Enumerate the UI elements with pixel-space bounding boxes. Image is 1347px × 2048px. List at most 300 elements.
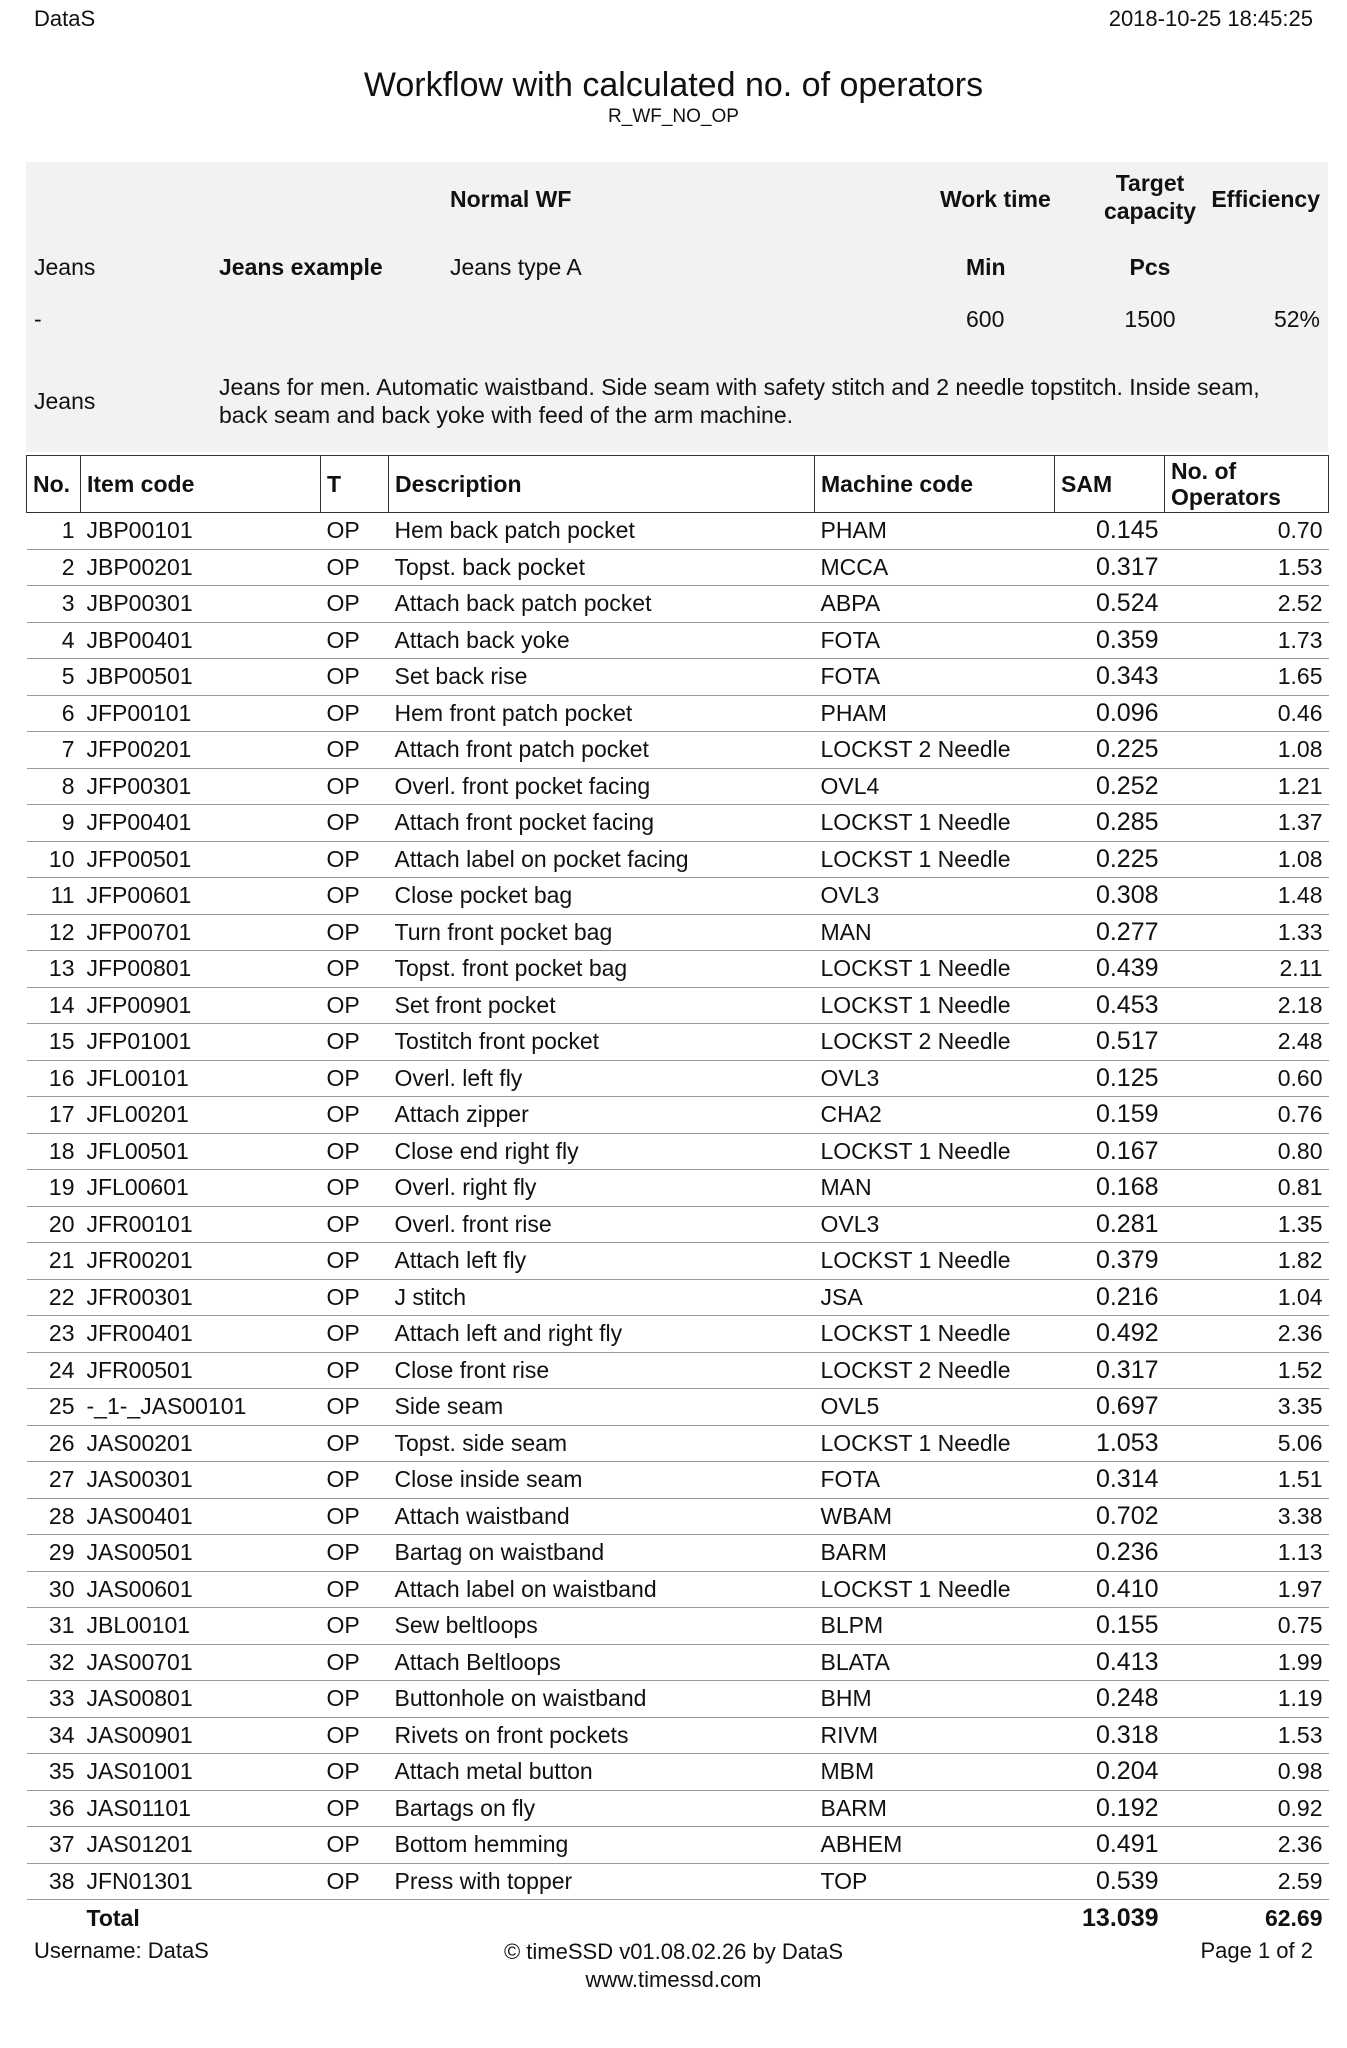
- row-item-code: JFN01301: [81, 1863, 321, 1900]
- row-type: OP: [321, 1243, 389, 1280]
- row-description: Bartag on waistband: [389, 1535, 815, 1572]
- product-group: Jeans: [34, 254, 96, 280]
- table-row: [27, 549, 1329, 586]
- row-type: OP: [321, 1754, 389, 1791]
- row-machine-code: TOP: [815, 1863, 1055, 1900]
- row-operators: 2.52: [1165, 586, 1329, 623]
- row-operators: 2.36: [1165, 1316, 1329, 1353]
- row-sam: 0.192: [1055, 1790, 1165, 1827]
- row-no: 32: [27, 1644, 81, 1681]
- row-item-code: JFP00301: [81, 768, 321, 805]
- workflow-name: Jeans example: [219, 254, 383, 280]
- row-machine-code: LOCKST 1 Needle: [815, 1243, 1055, 1280]
- row-operators: 1.99: [1165, 1644, 1329, 1681]
- row-operators: 2.11: [1165, 951, 1329, 988]
- row-sam: 0.252: [1055, 768, 1165, 805]
- table-row: [27, 1060, 1329, 1097]
- row-no: 19: [27, 1170, 81, 1207]
- row-description: Topst. side seam: [389, 1425, 815, 1462]
- row-machine-code: JSA: [815, 1279, 1055, 1316]
- row-description: Attach Beltloops: [389, 1644, 815, 1681]
- table-row: [27, 1133, 1329, 1170]
- row-operators: 5.06: [1165, 1425, 1329, 1462]
- row-sam: 1.053: [1055, 1425, 1165, 1462]
- row-no: 22: [27, 1279, 81, 1316]
- row-sam: 0.317: [1055, 549, 1165, 586]
- row-no: 13: [27, 951, 81, 988]
- row-operators: 0.92: [1165, 1790, 1329, 1827]
- row-machine-code: OVL5: [815, 1389, 1055, 1426]
- row-machine-code: OVL3: [815, 1060, 1055, 1097]
- row-operators: 1.53: [1165, 1717, 1329, 1754]
- row-sam: 0.155: [1055, 1608, 1165, 1645]
- report-top-bar: [34, 6, 1313, 34]
- target-unit: Pcs: [1129, 254, 1171, 280]
- row-no: 4: [27, 622, 81, 659]
- row-operators: 2.36: [1165, 1827, 1329, 1864]
- row-operators: 0.80: [1165, 1133, 1329, 1170]
- row-type: OP: [321, 1133, 389, 1170]
- workflow-header: [26, 162, 1328, 452]
- row-type: OP: [321, 1279, 389, 1316]
- row-type: OP: [321, 1024, 389, 1061]
- total-empty-cell: [27, 1900, 81, 1937]
- col-machine-code: Machine code: [815, 456, 1055, 513]
- row-description: Bottom hemming: [389, 1827, 815, 1864]
- row-item-code: -_1-_JAS00101: [81, 1389, 321, 1426]
- row-machine-code: MAN: [815, 914, 1055, 951]
- row-operators: 1.35: [1165, 1206, 1329, 1243]
- row-description: Attach back yoke: [389, 622, 815, 659]
- row-item-code: JAS00701: [81, 1644, 321, 1681]
- table-row: [27, 695, 1329, 732]
- row-operators: 1.21: [1165, 768, 1329, 805]
- row-sam: 0.359: [1055, 622, 1165, 659]
- row-description: Attach waistband: [389, 1498, 815, 1535]
- row-no: 28: [27, 1498, 81, 1535]
- row-type: OP: [321, 1863, 389, 1900]
- row-machine-code: LOCKST 2 Needle: [815, 1352, 1055, 1389]
- row-item-code: JBP00101: [81, 513, 321, 550]
- row-no: 8: [27, 768, 81, 805]
- row-no: 27: [27, 1462, 81, 1499]
- row-sam: 0.697: [1055, 1389, 1165, 1426]
- row-description: Tostitch front pocket: [389, 1024, 815, 1061]
- row-operators: 1.19: [1165, 1681, 1329, 1718]
- row-description: Press with topper: [389, 1863, 815, 1900]
- row-type: OP: [321, 1790, 389, 1827]
- table-row: [27, 1827, 1329, 1864]
- table-row: [27, 586, 1329, 623]
- row-item-code: JAS00301: [81, 1462, 321, 1499]
- row-description: Attach label on pocket facing: [389, 841, 815, 878]
- row-machine-code: WBAM: [815, 1498, 1055, 1535]
- row-machine-code: BLPM: [815, 1608, 1055, 1645]
- row-no: 30: [27, 1571, 81, 1608]
- row-no: 34: [27, 1717, 81, 1754]
- row-no: 26: [27, 1425, 81, 1462]
- table-row: [27, 1644, 1329, 1681]
- row-sam: 0.439: [1055, 951, 1165, 988]
- row-operators: 1.53: [1165, 549, 1329, 586]
- row-description: Attach label on waistband: [389, 1571, 815, 1608]
- website: www.timessd.com: [585, 1967, 762, 1992]
- row-no: 9: [27, 805, 81, 842]
- row-type: OP: [321, 1571, 389, 1608]
- row-sam: 0.413: [1055, 1644, 1165, 1681]
- description-line1: Jeans for men. Automatic waistband. Side seam with safety stitch and 2 needle topstitch. Inside seam,: [219, 374, 1260, 400]
- table-row: [27, 732, 1329, 769]
- row-machine-code: MAN: [815, 1170, 1055, 1207]
- table-row: [27, 987, 1329, 1024]
- row-sam: 0.524: [1055, 586, 1165, 623]
- row-operators: 2.48: [1165, 1024, 1329, 1061]
- description-line2: back seam and back yoke with feed of the arm machine.: [219, 402, 794, 428]
- table-row: [27, 1571, 1329, 1608]
- row-item-code: JFP01001: [81, 1024, 321, 1061]
- row-machine-code: LOCKST 1 Needle: [815, 951, 1055, 988]
- row-no: 16: [27, 1060, 81, 1097]
- username: Username: DataS: [34, 1938, 209, 1963]
- row-no: 1: [27, 513, 81, 550]
- row-machine-code: BHM: [815, 1681, 1055, 1718]
- row-type: OP: [321, 1827, 389, 1864]
- row-item-code: JFL00501: [81, 1133, 321, 1170]
- row-item-code: JAS00501: [81, 1535, 321, 1572]
- company-name: DataS: [34, 6, 96, 31]
- row-item-code: JAS00901: [81, 1717, 321, 1754]
- row-type: OP: [321, 1316, 389, 1353]
- row-operators: 1.52: [1165, 1352, 1329, 1389]
- row-sam: 0.317: [1055, 1352, 1165, 1389]
- row-machine-code: LOCKST 2 Needle: [815, 1024, 1055, 1061]
- row-operators: 0.60: [1165, 1060, 1329, 1097]
- row-type: OP: [321, 1352, 389, 1389]
- table-row: [27, 1097, 1329, 1134]
- row-description: Attach zipper: [389, 1097, 815, 1134]
- row-sam: 0.167: [1055, 1133, 1165, 1170]
- row-description: Buttonhole on waistband: [389, 1681, 815, 1718]
- row-type: OP: [321, 1535, 389, 1572]
- row-machine-code: FOTA: [815, 659, 1055, 696]
- row-no: 35: [27, 1754, 81, 1791]
- row-type: OP: [321, 1097, 389, 1134]
- row-machine-code: PHAM: [815, 695, 1055, 732]
- row-sam: 0.225: [1055, 841, 1165, 878]
- row-sam: 0.236: [1055, 1535, 1165, 1572]
- row-operators: 2.59: [1165, 1863, 1329, 1900]
- row-no: 14: [27, 987, 81, 1024]
- table-row: [27, 1352, 1329, 1389]
- row-item-code: JFP00701: [81, 914, 321, 951]
- worktime-label: Work time: [940, 186, 1051, 212]
- row-sam: 0.702: [1055, 1498, 1165, 1535]
- table-row: [27, 914, 1329, 951]
- row-no: 21: [27, 1243, 81, 1280]
- table-row: [27, 1754, 1329, 1791]
- row-type: OP: [321, 805, 389, 842]
- row-no: 31: [27, 1608, 81, 1645]
- row-machine-code: BARM: [815, 1790, 1055, 1827]
- row-description: Hem back patch pocket: [389, 513, 815, 550]
- row-item-code: JAS00801: [81, 1681, 321, 1718]
- table-row: [27, 1681, 1329, 1718]
- row-description: Sew beltloops: [389, 1608, 815, 1645]
- row-sam: 0.379: [1055, 1243, 1165, 1280]
- row-description: Attach left fly: [389, 1243, 815, 1280]
- row-type: OP: [321, 841, 389, 878]
- row-item-code: JFR00501: [81, 1352, 321, 1389]
- row-sam: 0.225: [1055, 732, 1165, 769]
- row-no: 24: [27, 1352, 81, 1389]
- row-operators: 3.38: [1165, 1498, 1329, 1535]
- row-machine-code: LOCKST 2 Needle: [815, 732, 1055, 769]
- table-row: [27, 1206, 1329, 1243]
- row-operators: 1.33: [1165, 914, 1329, 951]
- row-machine-code: MBM: [815, 1754, 1055, 1791]
- row-description: Attach back patch pocket: [389, 586, 815, 623]
- row-machine-code: MCCA: [815, 549, 1055, 586]
- row-description: Set back rise: [389, 659, 815, 696]
- row-type: OP: [321, 1170, 389, 1207]
- row-type: OP: [321, 1681, 389, 1718]
- row-no: 3: [27, 586, 81, 623]
- row-no: 33: [27, 1681, 81, 1718]
- row-operators: 1.97: [1165, 1571, 1329, 1608]
- row-description: Topst. back pocket: [389, 549, 815, 586]
- row-description: Close pocket bag: [389, 878, 815, 915]
- table-row: [27, 1389, 1329, 1426]
- table-row: [27, 659, 1329, 696]
- table-row: [27, 1863, 1329, 1900]
- table-row: [27, 1170, 1329, 1207]
- row-machine-code: LOCKST 1 Needle: [815, 1133, 1055, 1170]
- row-machine-code: CHA2: [815, 1097, 1055, 1134]
- row-sam: 0.159: [1055, 1097, 1165, 1134]
- row-description: Close front rise: [389, 1352, 815, 1389]
- row-description: Rivets on front pockets: [389, 1717, 815, 1754]
- row-no: 18: [27, 1133, 81, 1170]
- total-operators: 62.69: [1264, 1904, 1323, 1931]
- row-item-code: JBP00201: [81, 549, 321, 586]
- total-empty-cell: [815, 1900, 1055, 1937]
- row-operators: 1.13: [1165, 1535, 1329, 1572]
- row-description: Attach metal button: [389, 1754, 815, 1791]
- target-value: 1500: [1124, 306, 1176, 332]
- row-type: OP: [321, 987, 389, 1024]
- total-empty-cell: [389, 1900, 815, 1937]
- workflow-type: Jeans type A: [450, 254, 582, 280]
- row-sam: 0.492: [1055, 1316, 1165, 1353]
- target-label-line2: capacity: [1103, 198, 1197, 224]
- row-item-code: JBL00101: [81, 1608, 321, 1645]
- table-row: [27, 1425, 1329, 1462]
- table-row: [27, 841, 1329, 878]
- table-row: [27, 1498, 1329, 1535]
- row-operators: 1.37: [1165, 805, 1329, 842]
- row-no: 25: [27, 1389, 81, 1426]
- row-sam: 0.314: [1055, 1462, 1165, 1499]
- row-type: OP: [321, 951, 389, 988]
- report-title: Workflow with calculated no. of operators: [363, 66, 984, 104]
- row-machine-code: OVL3: [815, 878, 1055, 915]
- row-item-code: JFP00901: [81, 987, 321, 1024]
- row-machine-code: BLATA: [815, 1644, 1055, 1681]
- row-machine-code: FOTA: [815, 1462, 1055, 1499]
- row-item-code: JAS00601: [81, 1571, 321, 1608]
- row-item-code: JFL00101: [81, 1060, 321, 1097]
- row-no: 38: [27, 1863, 81, 1900]
- row-item-code: JBP00401: [81, 622, 321, 659]
- col-sam: SAM: [1055, 456, 1165, 513]
- row-operators: 1.51: [1165, 1462, 1329, 1499]
- row-description: Hem front patch pocket: [389, 695, 815, 732]
- table-row: [27, 951, 1329, 988]
- row-type: OP: [321, 1462, 389, 1499]
- row-no: 15: [27, 1024, 81, 1061]
- row-no: 12: [27, 914, 81, 951]
- row-operators: 0.75: [1165, 1608, 1329, 1645]
- total-empty-cell: [321, 1900, 389, 1937]
- report-code: R_WF_NO_OP: [608, 106, 739, 127]
- row-operators: 1.08: [1165, 841, 1329, 878]
- row-operators: 0.81: [1165, 1170, 1329, 1207]
- row-description: Close end right fly: [389, 1133, 815, 1170]
- row-sam: 0.168: [1055, 1170, 1165, 1207]
- row-machine-code: LOCKST 1 Needle: [815, 1571, 1055, 1608]
- row-machine-code: LOCKST 1 Needle: [815, 1425, 1055, 1462]
- row-description: Attach left and right fly: [389, 1316, 815, 1353]
- row-sam: 0.096: [1055, 695, 1165, 732]
- row-item-code: JFR00401: [81, 1316, 321, 1353]
- row-item-code: JFP00401: [81, 805, 321, 842]
- row-type: OP: [321, 695, 389, 732]
- table-row: [27, 1717, 1329, 1754]
- row-no: 10: [27, 841, 81, 878]
- row-type: OP: [321, 1498, 389, 1535]
- row-operators: 0.46: [1165, 695, 1329, 732]
- row-machine-code: LOCKST 1 Needle: [815, 987, 1055, 1024]
- table-row: [27, 513, 1329, 550]
- report-timestamp: 2018-10-25 18:45:25: [1108, 6, 1313, 31]
- table-row: [27, 878, 1329, 915]
- row-operators: 1.04: [1165, 1279, 1329, 1316]
- row-no: 37: [27, 1827, 81, 1864]
- table-row: [27, 1243, 1329, 1280]
- row-no: 7: [27, 732, 81, 769]
- table-row: [27, 1462, 1329, 1499]
- row-sam: 0.281: [1055, 1206, 1165, 1243]
- row-item-code: JAS01201: [81, 1827, 321, 1864]
- row-machine-code: FOTA: [815, 622, 1055, 659]
- row-type: OP: [321, 513, 389, 550]
- total-sam: 13.039: [1082, 1903, 1159, 1932]
- target-label-line1: Target: [1115, 170, 1185, 196]
- col-description: Description: [389, 456, 815, 513]
- row-item-code: JFP00201: [81, 732, 321, 769]
- page-number: Page 1 of 2: [1200, 1938, 1313, 1963]
- total-row: [27, 1900, 1329, 1937]
- copyright: © timeSSD v01.08.02.26 by DataS: [503, 1939, 844, 1964]
- row-no: 2: [27, 549, 81, 586]
- row-type: OP: [321, 732, 389, 769]
- row-type: OP: [321, 1608, 389, 1645]
- row-type: OP: [321, 586, 389, 623]
- row-sam: 0.285: [1055, 805, 1165, 842]
- row-type: OP: [321, 1644, 389, 1681]
- table-row: [27, 1024, 1329, 1061]
- table-row: [27, 1279, 1329, 1316]
- row-operators: 1.73: [1165, 622, 1329, 659]
- row-sam: 0.491: [1055, 1827, 1165, 1864]
- row-sam: 0.248: [1055, 1681, 1165, 1718]
- row-sam: 0.216: [1055, 1279, 1165, 1316]
- row-description: Turn front pocket bag: [389, 914, 815, 951]
- row-sam: 0.517: [1055, 1024, 1165, 1061]
- row-sam: 0.410: [1055, 1571, 1165, 1608]
- table-row: [27, 1535, 1329, 1572]
- row-item-code: JFP00801: [81, 951, 321, 988]
- row-operators: 0.98: [1165, 1754, 1329, 1791]
- table-header-row: [27, 456, 1329, 513]
- row-machine-code: BARM: [815, 1535, 1055, 1572]
- row-type: OP: [321, 1206, 389, 1243]
- row-sam: 0.308: [1055, 878, 1165, 915]
- row-description: Bartags on fly: [389, 1790, 815, 1827]
- row-type: OP: [321, 1425, 389, 1462]
- row-operators: 0.76: [1165, 1097, 1329, 1134]
- row-type: OP: [321, 549, 389, 586]
- row-item-code: JFL00201: [81, 1097, 321, 1134]
- table-body: [27, 513, 1329, 1937]
- row-description: Attach front pocket facing: [389, 805, 815, 842]
- dash: -: [34, 306, 42, 332]
- row-no: 17: [27, 1097, 81, 1134]
- col-item-code: Item code: [81, 456, 321, 513]
- row-type: OP: [321, 1389, 389, 1426]
- row-no: 5: [27, 659, 81, 696]
- row-type: OP: [321, 1717, 389, 1754]
- efficiency-label: Efficiency: [1211, 186, 1320, 212]
- row-machine-code: OVL3: [815, 1206, 1055, 1243]
- table-row: [27, 1608, 1329, 1645]
- row-type: OP: [321, 1060, 389, 1097]
- row-description: Overl. front pocket facing: [389, 768, 815, 805]
- row-machine-code: ABHEM: [815, 1827, 1055, 1864]
- row-item-code: JBP00501: [81, 659, 321, 696]
- row-sam: 0.204: [1055, 1754, 1165, 1791]
- table-row: [27, 1790, 1329, 1827]
- row-no: 36: [27, 1790, 81, 1827]
- row-operators: 0.70: [1165, 513, 1329, 550]
- row-item-code: JBP00301: [81, 586, 321, 623]
- row-description: Topst. front pocket bag: [389, 951, 815, 988]
- row-description: J stitch: [389, 1279, 815, 1316]
- row-operators: 1.08: [1165, 732, 1329, 769]
- wf-label: Normal WF: [450, 186, 572, 212]
- total-label: Total: [86, 1904, 140, 1931]
- row-no: 20: [27, 1206, 81, 1243]
- row-item-code: JAS01101: [81, 1790, 321, 1827]
- row-machine-code: LOCKST 1 Needle: [815, 1316, 1055, 1353]
- row-description: Overl. right fly: [389, 1170, 815, 1207]
- row-item-code: JFR00301: [81, 1279, 321, 1316]
- row-description: Side seam: [389, 1389, 815, 1426]
- row-item-code: JFP00601: [81, 878, 321, 915]
- table-row: [27, 805, 1329, 842]
- row-no: 29: [27, 1535, 81, 1572]
- row-type: OP: [321, 878, 389, 915]
